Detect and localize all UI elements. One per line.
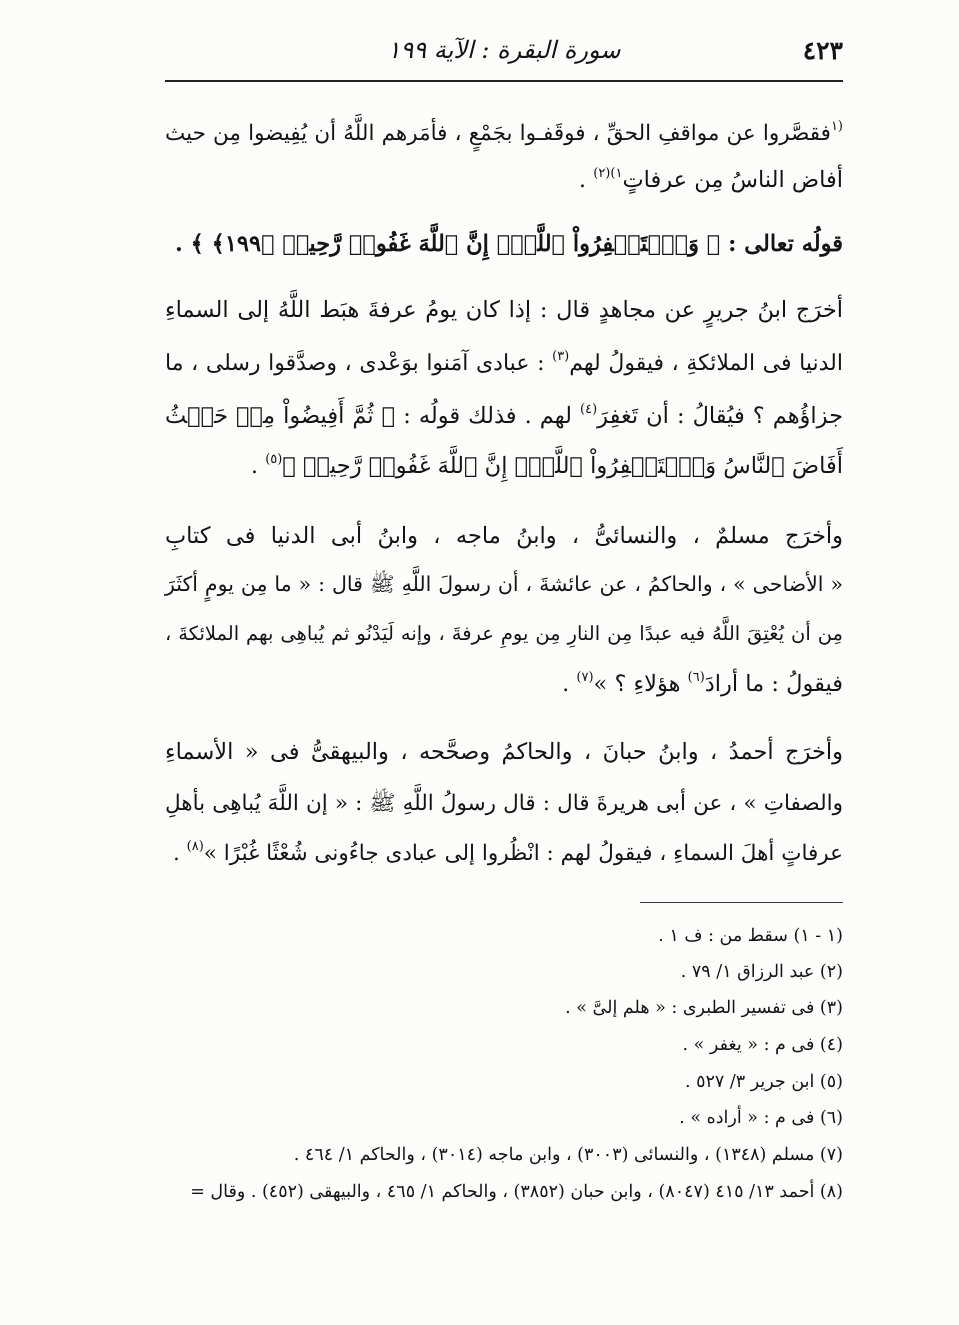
text-span: فيقولُ : ما أرادَ — [704, 671, 843, 697]
text-line — [165, 290, 843, 330]
text-span: جزاؤُهم ؟ فيُقالُ : أن تَغفِرَ — [597, 403, 844, 429]
text-line — [165, 614, 843, 654]
header-rule — [165, 80, 843, 82]
text-span: أفاض الناسُ مِن عرفاتٍ — [622, 167, 843, 193]
text-span: الدنيا فى الملائكةِ ، فيقولُ لهم — [569, 351, 843, 376]
text-span: أخرَج ابنُ جريرٍ عن مجاهدٍ قال : إذا كان يومُ عرفةَ هبَط اللَّهُ إلى السماءِ — [165, 297, 843, 323]
text-line — [165, 396, 843, 440]
footnote-marker: (٥) — [265, 452, 283, 467]
text-span: « الأضاحى » ، والحاكمُ ، عن عائشةَ ، أن رسولَ اللَّهِ ﷺ قال : « ما مِن يومٍ أكثَرَ — [165, 572, 843, 596]
text-line — [165, 114, 843, 157]
text-line — [165, 344, 843, 387]
footnote-marker: (٨) — [186, 839, 204, 854]
text-span: وأخرَج أحمدُ ، وابنُ حبانَ ، والحاكمُ وصحَّحه ، والبيهقىُّ فى « الأسماءِ — [165, 739, 843, 765]
text-line — [165, 516, 843, 556]
page-header — [165, 32, 843, 68]
text-span: هؤلاءِ ؟ » — [593, 671, 688, 697]
text-line — [165, 732, 843, 772]
text-span: مِن أن يُعْتِقَ اللَّهُ فيه عبدًا مِن النارِ مِن يومِ عرفةَ ، وإنه لَيَدْنُو ثم يُباهِى بهم الملائكةَ ، — [165, 622, 843, 645]
text-line — [165, 784, 843, 824]
text-span: . — [578, 167, 594, 193]
footnote: (٥) ابن جرير ٣/ ٥٢٧ . — [684, 1072, 843, 1092]
footnote: (٧) مسلم (١٣٤٨) ، والنسائى (٣٠٠٣) ، وابن ماجه (٣٠١٤) ، والحاكم ١/ ٤٦٤ . — [293, 1145, 843, 1165]
footnote-marker: (١ — [830, 119, 843, 134]
page-number: ٤٢٣ — [802, 35, 843, 65]
text-line — [165, 834, 843, 877]
footnote: (٣) فى تفسير الطبرى : « هلم إلىَّ » . — [565, 998, 843, 1018]
footnote: (١ - ١) سقط من : ف ١ . — [658, 926, 843, 946]
text-span: لهم . فذلك قولُه : ﴿ ثُمَّ أَفِيضُواْ مِنۡ حَيۡثُ — [165, 403, 581, 429]
text-span: . — [172, 841, 187, 866]
footnote-marker: (٦) — [687, 670, 705, 685]
text-span: . — [562, 671, 577, 697]
footnote: (٤) فى م : « يغفر » . — [682, 1035, 843, 1055]
footnote-marker: (٣) — [552, 349, 570, 364]
footnote-rule — [640, 902, 843, 903]
verse-heading — [165, 224, 843, 264]
text-line — [165, 446, 843, 490]
verse-heading-text: قولُه تعالى : ﴿ وَٱسۡتَغۡفِرُواْ ٱللَّهَۚ إِنَّ ٱللَّهَ غَفُورٞ رَّحِيمٞ ﴿١٩٩﴾ ﴾ . — [174, 231, 843, 257]
text-span: والصفاتِ » ، عن أبى هريرةَ قال : قال رسولُ اللَّهِ ﷺ : « إن اللَّهَ يُباهِى بأهلِ — [165, 791, 843, 816]
text-line — [165, 664, 843, 708]
text-span: . — [250, 453, 266, 479]
text-line — [165, 564, 843, 604]
text-span: أَفَاضَ ٱلنَّاسُ وَٱسۡتَغۡفِرُواْ ٱللَّهَۚ إِنَّ ٱللَّهَ غَفُورٞ رَّحِيمٞ ﴾ — [282, 453, 843, 479]
footnote: (٦) فى م : « أراده » . — [679, 1108, 843, 1128]
footnote-marker: (٧) — [576, 670, 594, 685]
text-span: فقصَّروا عن مواقفِ الحقِّ ، فوقَفـوا بجَمْعٍ ، فأمَرهم اللَّهُ أن يُفِيضوا مِن حيث — [165, 121, 831, 146]
footnote-marker: ١)(٢) — [593, 166, 623, 181]
footnote: (٢) عبد الرزاق ١/ ٧٩ . — [680, 962, 843, 982]
text-span: وأخرَج مسلمٌ ، والنسائىُّ ، وابنُ ماجه ، وابنُ أبى الدنيا فى كتابِ — [165, 523, 843, 549]
running-title: سورة البقرة : الآية ١٩٩ — [387, 36, 621, 64]
footnote-marker: (٤) — [580, 402, 598, 417]
footnote: (٨) أحمد ١٣/ ٤١٥ (٨٠٤٧) ، وابن حبان (٣٨٥٢) ، والحاكم ١/ ٤٦٥ ، والبيهقى (٤٥٢) . وقال = — [190, 1182, 843, 1202]
text-line — [165, 160, 843, 204]
text-span: عرفاتٍ أهلَ السماءِ ، فيقولُ لهم : انْظُروا إلى عبادى جاءُونى شُعْثًا غُبْرًا » — [203, 841, 843, 866]
text-span: : عبادى آمَنوا بوَعْدى ، وصدَّقوا رسلى ، ما — [165, 351, 553, 376]
